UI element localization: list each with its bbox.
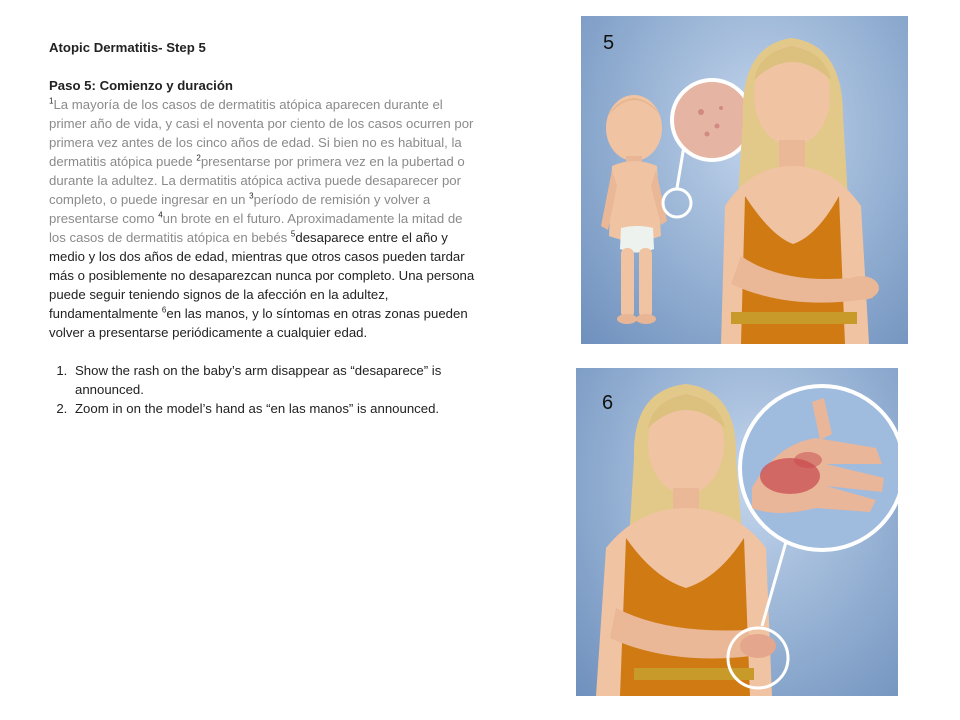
illustration-panel-5 [581, 16, 908, 344]
marker-4: 4 [158, 210, 163, 220]
illustration-panel-6 [576, 368, 898, 696]
step-paragraph [49, 95, 481, 342]
illustration-baby-and-woman [581, 16, 908, 344]
baby-figure [601, 95, 667, 324]
panel-number: 6 [602, 392, 614, 414]
step-heading: Paso 5: Comienzo y duración [49, 78, 233, 93]
marker-3: 3 [249, 191, 254, 201]
marker-1: 1 [49, 96, 54, 106]
paragraph-segment-4: un brote en el futuro. Aproximadamente la mitad de los casos de dermatitis atópica en bebés [49, 211, 463, 245]
paragraph-segment-2: presentarse por primera vez en la pubertad o durante la adultez. La dermatitis atópica activa puede desaparecer por completo, o puede ingresar en un [49, 154, 465, 207]
marker-6: 6 [161, 305, 167, 315]
marker-5: 5 [290, 229, 296, 239]
marker-2: 2 [196, 153, 201, 163]
slide-title: Atopic Dermatitis- Step 5 [49, 40, 206, 55]
paragraph-segment-3: período de remisión y volver a presentarse como [49, 192, 431, 226]
paragraph-segment-6: en las manos, y lo síntomas en otras zonas pueden volver a presentarse periódicamente a cualquier edad. [49, 306, 468, 340]
paragraph-segment-5: desaparece entre el año y medio y los dos años de edad, mientras que otros casos pueden tardar más o posiblemente no desaparezcan nunca por completo. Una persona puede seguir teniendo signos de la afección en la adultez, fundamentalmente [49, 230, 475, 321]
paragraph-segment-1: La mayoría de los casos de dermatitis atópica aparecen durante el primer año de vida, y casi el noventa por ciento de los casos ocurren por primera vez antes de los cinco años de edad. Si bien no es habitual, la dermatitis atópica puede [49, 97, 474, 169]
instruction-list [49, 361, 481, 418]
instruction-item: 2. Zoom in on the model’s hand as “en las manos” is announced. [71, 399, 481, 418]
illustration-woman-hand [576, 368, 898, 696]
slide-text [49, 38, 481, 418]
instruction-item: 1. Show the rash on the baby’s arm disappear as “desaparece” is announced. [71, 361, 481, 399]
panel-number: 5 [603, 32, 615, 54]
woman-figure [721, 38, 879, 344]
